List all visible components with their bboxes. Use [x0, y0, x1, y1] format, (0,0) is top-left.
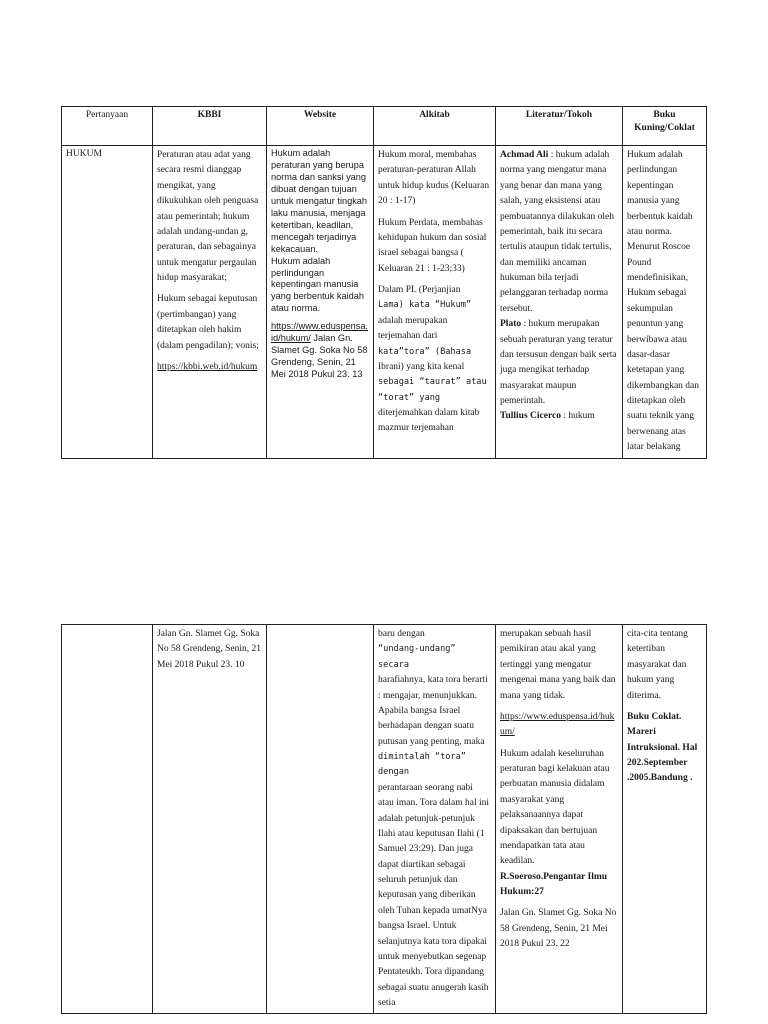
kbbi-source-link[interactable]: https://kbbi.web.id/hukum — [157, 361, 258, 372]
alkitab-definition-3 — [378, 283, 491, 437]
alkitab-line: Dalam PL (Perjanjian — [378, 285, 461, 295]
term-cell — [62, 146, 153, 459]
literatur-reference: R.Soeroso.Pengantar Ilmu Hukum:27 — [500, 871, 608, 897]
buku-reference: Buku Coklat. Mareri Intruksional. Hal 202.September .2005.Bandung . — [627, 711, 698, 784]
author-name: Plato — [500, 319, 522, 330]
author-quote: : hukum adalah norma yang mengatur mana yang benar dan mana yang salah, yang eksistensi atau pembuatannya dilakukan oleh pemerintah, baik itu secara tertulis ataupun tidak tertulis, dan memiliki ancaman hukuman bila terjadi pelanggaran terhadap norma tersebut. — [500, 150, 614, 314]
author-quote: : hukum merupakan sebuah peraturan yang teratur dan tersusun dengan baik serta juga mengikat terhadap masyarakat maupun pemerintah. — [500, 319, 617, 406]
table-row — [62, 625, 707, 1014]
definition-table-bottom — [61, 624, 707, 1014]
alkitab-line: adalah merupakan terjemahan dari — [378, 315, 448, 342]
alkitab-line: Ibrani) yang kita kenal — [378, 361, 465, 372]
header-kbbi: KBBI — [153, 107, 267, 146]
author-name: Tullius Cicerco — [500, 411, 561, 422]
alkitab-line: dimintalah “tora” dengan — [378, 752, 466, 778]
alkitab-definition-2: Hukum Perdata, membahas kehidupan hukum dan sosial israel sebagai bangsa ( Keluaran 21 : 1-23;33) — [378, 217, 487, 274]
alkitab-line: Lama) kata “Hukum” — [378, 300, 472, 311]
alkitab-line: diterjemahkan dalam kitab mazmur terjemahan — [378, 408, 480, 434]
alkitab-line: sebagai “taurat” atau — [378, 377, 487, 388]
literatur-cell — [496, 625, 623, 1014]
literatur-cell — [496, 146, 623, 459]
term-hukum: HUKUM — [66, 149, 102, 159]
buku-cell — [623, 146, 707, 459]
header-pertanyaan: Pertanyaan — [62, 107, 153, 146]
buku-definition-continuation: cita-cita tentang ketertiban masyarakat dan hukum yang diterima. — [627, 629, 688, 701]
alkitab-continuation — [378, 627, 491, 1011]
kbbi-definition-1: Peraturan atau adat yang secara resmi dianggap mengikat, yang dikukuhkan oleh penguasa atau pemerintah; hukum adalah undang-undan g, peraturan, dan sebagainya untuk mengatur pergaulan hidup masyarakat; — [157, 150, 259, 283]
literatur-cicerco-continuation: merupakan sebuah hasil pemikiran atau akal yang tertinggi yang mengatur mengenai mana yang baik dan mana yang tidak. — [500, 629, 616, 701]
alkitab-definition-1: Hukum moral, membahas peraturan-peraturan Allah untuk hidup kudus (Keluaran 20 : 1-17) — [378, 150, 490, 207]
alkitab-cell — [374, 146, 496, 459]
header-buku — [623, 107, 707, 146]
literatur-achmad-ali — [500, 148, 618, 317]
literatur-plato — [500, 317, 618, 409]
website-cell-empty — [267, 625, 374, 1014]
kbbi-cell — [153, 625, 267, 1014]
header-website: Website — [267, 107, 374, 146]
alkitab-line: kata”tora” (Bahasa — [378, 346, 472, 357]
website-source-link[interactable]: https://www.eduspensa.id/hukum/ — [271, 321, 369, 344]
literatur-cicerco — [500, 409, 618, 424]
kbbi-definition-2: Hukum sebagai keputusan (pertimbangan) yang ditetapkan oleh hakim (dalam pengadilan); vonis; — [157, 294, 259, 351]
alkitab-line: harafiahnya, kata tora berarti : mengajar, menunjukkan. Apabila bangsa Israel berhadapan dengan suatu putusan yang penting, maka — [378, 675, 488, 747]
definition-table-top — [61, 106, 707, 459]
term-cell-empty — [62, 625, 153, 1014]
website-cell — [267, 146, 374, 459]
alkitab-line: perantaraan seorang nabi atau iman. Tora dalam hal ini adalah petunjuk-petunjuk Ilahi atau keputusan Ilahi (1 Samuel 23:29). Dan juga dapat diartikan sebagai seluruh petunjuk dan keputusan yang diberikan oleh Tuhan kepada umatNya bangsa Israel. Untuk selanjutnya kata tora dipakai untuk menyebutkan segenap Pentateukh. Tora dipandang sebagai suatu anugerah kasih setia — [378, 782, 490, 1008]
alkitab-cell — [374, 625, 496, 1014]
alkitab-line: “torat” yang — [378, 392, 441, 403]
alkitab-line: baru dengan — [378, 629, 425, 639]
header-literatur: Literatur/Tokoh — [496, 107, 623, 146]
literatur-source-note: Jalan Gn. Slamet Gg. Soka No 58 Grendeng, Senin, 21 Mei 2018 Pukul 23. 22 — [500, 908, 617, 950]
table-row — [62, 146, 707, 459]
website-source-note: Jalan Gn. Slamet Gg. Soka No 58 Grendeng, Senin, 21 Mei 2018 Pukul 23. 13 — [271, 333, 368, 380]
buku-cell — [623, 625, 707, 1014]
header-buku-line2: Kuning/Coklat — [634, 123, 695, 134]
website-definition-1: Hukum adalah peraturan yang berupa norma dan sanksi yang dibuat dengan tujuan untuk mengatur tingkah laku manusia, menjaga ketertiban, keadilan, mencegah terjadinya kekacauan. — [271, 148, 368, 254]
literatur-definition: Hukum adalah keseluruhan peraturan bagi kelakuan atau perbuatan manusia didalam masyarakat yang pelaksanaannya dapat dipaksakan dan bertujuan mendapatkan tata atau keadilan. — [500, 748, 610, 867]
kbbi-source-note: Jalan Gn. Slamet Gg. Soka No 58 Grendeng, Senin, 21 Mei 2018 Pukul 23. 10 — [157, 629, 261, 670]
header-buku-line1: Buku — [653, 110, 676, 120]
author-name: Achmad Ali — [500, 150, 549, 160]
buku-definition: Hukum adalah perlindungan kepentingan manusia yang berbentuk kaidah atau norma. Menurut Roscoe Pound mendefinisikan, Hukum sebagai sekumpulan penuntun yang berwibawa atau dasar-dasar ketetapan yang dikembangkan dan ditetapkan oleh suatu teknik yang berwenang atas latar belakang — [627, 150, 700, 453]
literatur-source-link[interactable]: https://www.eduspensa.id/hukum/ — [500, 711, 615, 738]
alkitab-line: “undang-undang” secara — [378, 644, 456, 670]
header-alkitab: Alkitab — [374, 107, 496, 146]
author-quote: : hukum — [560, 411, 595, 422]
header-row — [62, 107, 707, 146]
kbbi-cell — [153, 146, 267, 459]
website-definition-2: Hukum adalah perlindungan kepentingan manusia yang berbentuk kaidah atau norma. — [271, 255, 364, 314]
